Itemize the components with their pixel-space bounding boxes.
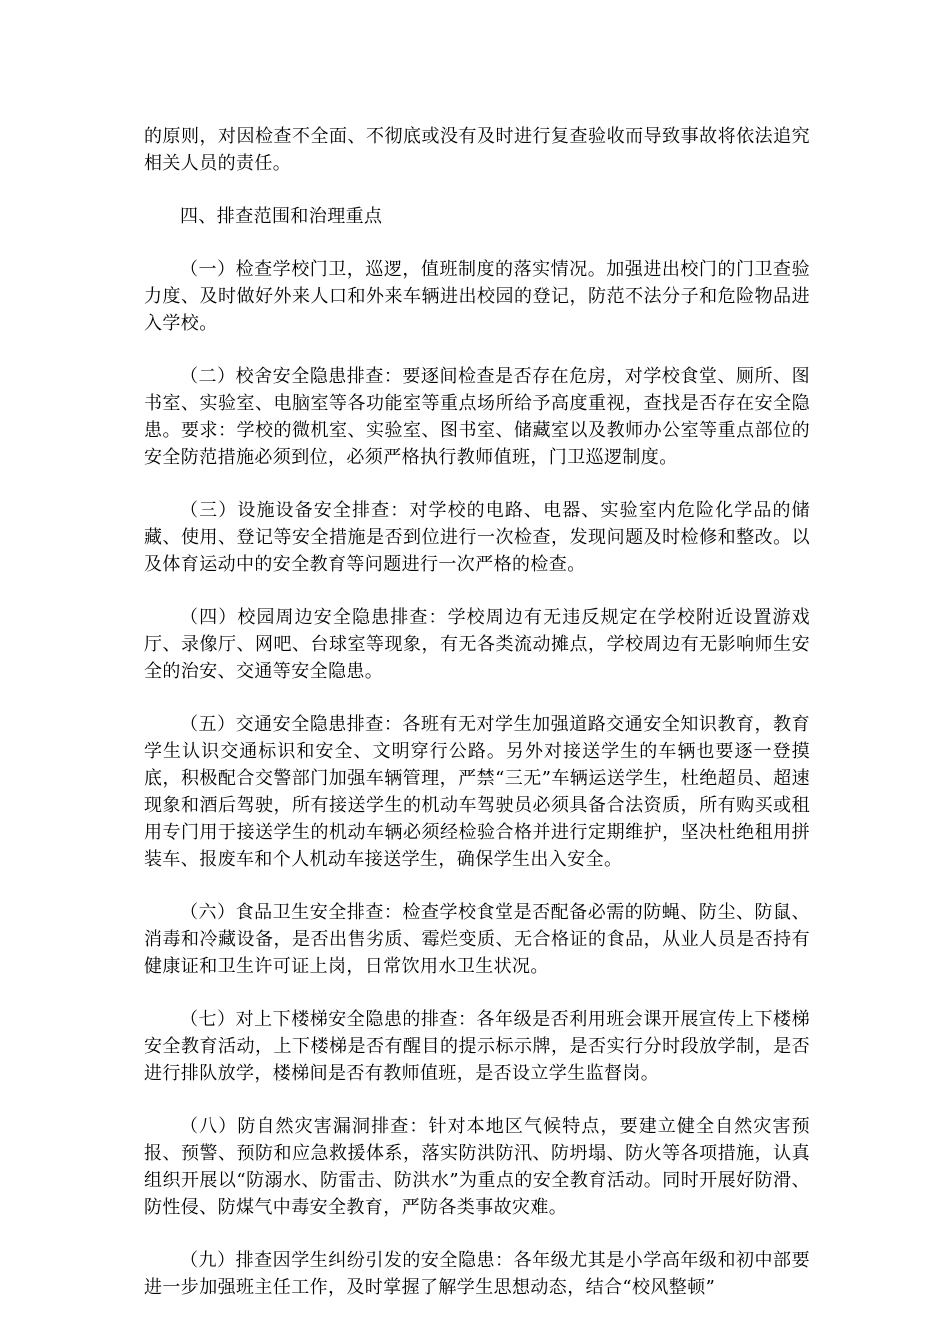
paragraph-item-9: （九）排查因学生纠纷引发的安全隐患：各年级尤其是小学高年级和初中部要进一步加强班主任工作，及时掌握了解学生思想动态，结合“校风整顿” [144,1250,810,1298]
paragraph-item-5: （五）交通安全隐患排查：各班有无对学生加强道路交通安全知识教育，教育学生认识交通标识和安全、文明穿行公路。另外对接送学生的车辆也要逐一登摸底，积极配合交警部门加强车辆管理，严禁“三无”车辆运送学生，杜绝超员、超速现象和酒后驾驶，所有接送学生的机动车驾驶员必须具备合法资质，所有购买或租用专门用于接送学生的机动车辆必须经检验合格并进行定期维护，坚决杜绝租用拼装车、报废车和个人机动车接送学生，确保学生出入安全。 [144,714,810,870]
paragraph-item-6: （六）食品卫生安全排查：检查学校食堂是否配备必需的防蝇、防尘、防鼠、消毒和冷藏设备，是否出售劣质、霉烂变质、无合格证的食品，从业人员是否持有健康证和卫生许可证上岗，日常饮用水卫生状况。 [144,902,810,977]
section-heading: 四、排查范围和治理重点 [180,206,383,227]
paragraph-item-8: （八）防自然灾害漏洞排查：针对本地区气候特点，要建立健全自然灾害预报、预警、预防和应急救援体系，落实防洪防汛、防坍塌、防火等各项措施，认真组织开展以“防溺水、防雷击、防洪水”为重点的安全教育活动。同时开展好防滑、防性侵、防煤气中毒安全教育，严防各类事故灾难。 [144,1116,810,1218]
paragraph-item-2: （二）校舍安全隐患排查：要逐间检查是否存在危房，对学校食堂、厕所、图书室、实验室、电脑室等各功能室等重点场所给予高度重视，查找是否存在安全隐患。要求：学校的微机室、实验室、图书室、储藏室以及教师办公室等重点部位的安全防范措施必须到位，必须严格执行教师值班，门卫巡逻制度。 [144,366,810,468]
paragraph-continuation: 的原则，对因检查不全面、不彻底或没有及时进行复查验收而导致事故将依法追究相关人员的责任。 [144,126,810,174]
paragraph-item-4: （四）校园周边安全隐患排查：学校周边有无违反规定在学校附近设置游戏厅、录像厅、网吧、台球室等现象，有无各类流动摊点，学校周边有无影响师生安全的治安、交通等安全隐患。 [144,607,810,682]
paragraph-item-3: （三）设施设备安全排查：对学校的电路、电器、实验室内危险化学品的储藏、使用、登记等安全措施是否到位进行一次检查，发现问题及时检修和整改。以及体育运动中的安全教育等问题进行一次严格的检查。 [144,500,810,575]
document-page [144,123,810,1327]
paragraph-item-1: （一）检查学校门卫，巡逻，值班制度的落实情况。加强进出校门的门卫查验力度、及时做好外来人口和外来车辆进出校园的登记，防范不法分子和危险物品进入学校。 [144,259,810,334]
paragraph-item-7: （七）对上下楼梯安全隐患的排查：各年级是否利用班会课开展宣传上下楼梯安全教育活动，上下楼梯是否有醒目的提示标示牌，是否实行分时段放学制，是否进行排队放学，楼梯间是否有教师值班，是否设立学生监督岗。 [144,1009,810,1084]
